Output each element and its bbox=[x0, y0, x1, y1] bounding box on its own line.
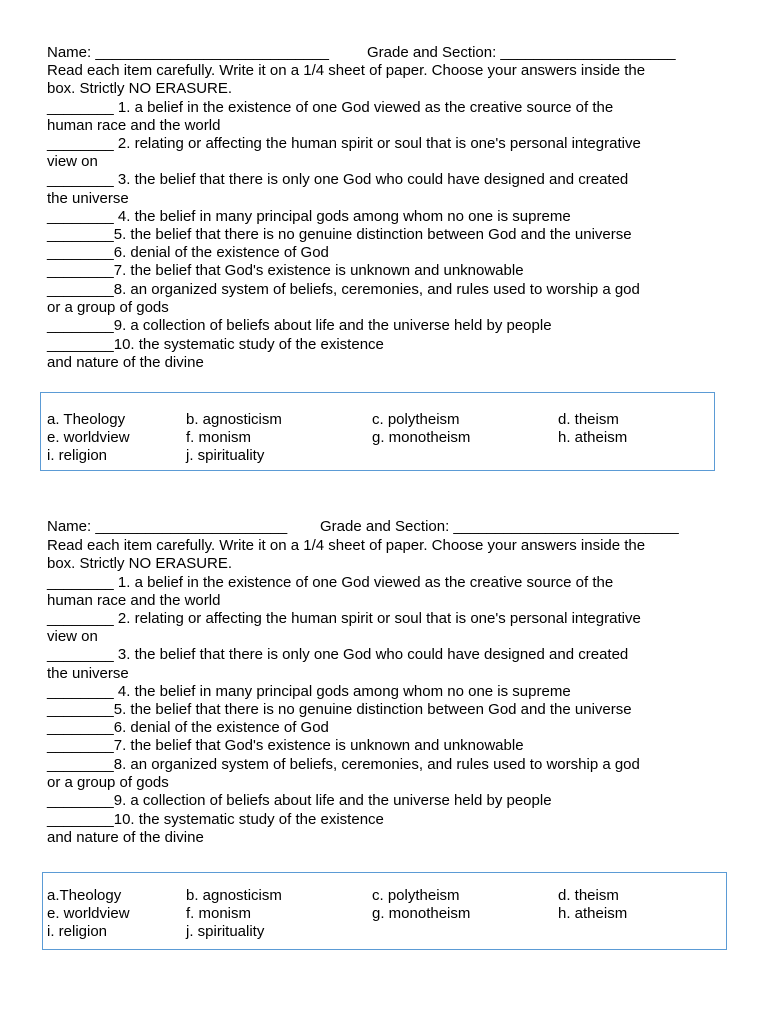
question-line: ________ 1. a belief in the existence of one God viewed as the creative source of the bbox=[47, 99, 614, 116]
choice-item: c. polytheism bbox=[372, 411, 460, 428]
choice-item: h. atheism bbox=[558, 905, 628, 922]
choice-item: b. agnosticism bbox=[186, 411, 282, 428]
choice-item: i. religion bbox=[47, 923, 108, 940]
question-line: ________6. denial of the existence of God bbox=[47, 719, 329, 736]
question-line: or a group of gods bbox=[47, 774, 169, 791]
choice-item: j. spirituality bbox=[186, 447, 265, 464]
choice-item: g. monotheism bbox=[372, 905, 471, 922]
question-line: ________ 3. the belief that there is only one God who could have designed and created bbox=[47, 171, 629, 188]
question-line: the universe bbox=[47, 190, 129, 207]
question-line: ________7. the belief that God's existence is unknown and unknowable bbox=[47, 262, 524, 279]
question-line: ________7. the belief that God's existence is unknown and unknowable bbox=[47, 737, 524, 754]
choice-item: f. monism bbox=[186, 429, 252, 446]
question-line: ________5. the belief that there is no genuine distinction between God and the universe bbox=[47, 701, 632, 718]
question-line: ________10. the systematic study of the existence bbox=[47, 336, 384, 353]
choice-item: h. atheism bbox=[558, 429, 628, 446]
instructions-line: Read each item carefully. Write it on a 1/4 sheet of paper. Choose your answers inside the bbox=[47, 537, 646, 554]
question-line: human race and the world bbox=[47, 592, 221, 609]
question-line: ________ 1. a belief in the existence of one God viewed as the creative source of the bbox=[47, 574, 614, 591]
question-line: ________8. an organized system of beliefs, ceremonies, and rules used to worship a god bbox=[47, 281, 640, 298]
question-line: human race and the world bbox=[47, 117, 221, 134]
instructions-line: box. Strictly NO ERASURE. bbox=[47, 80, 233, 97]
question-line: and nature of the divine bbox=[47, 354, 204, 371]
question-line: ________ 4. the belief in many principal gods among whom no one is supreme bbox=[47, 683, 571, 700]
choice-item: a. Theology bbox=[47, 411, 126, 428]
answer-choices-box bbox=[42, 872, 727, 950]
choice-item: i. religion bbox=[47, 447, 108, 464]
question-line: view on bbox=[47, 153, 98, 170]
choice-item: g. monotheism bbox=[372, 429, 471, 446]
question-line: ________9. a collection of beliefs about life and the universe held by people bbox=[47, 317, 552, 334]
question-line: ________ 2. relating or affecting the human spirit or soul that is one's personal integrative bbox=[47, 610, 641, 627]
choice-item: e. worldview bbox=[47, 429, 130, 446]
question-line: ________10. the systematic study of the existence bbox=[47, 811, 384, 828]
choice-item: a.Theology bbox=[47, 887, 122, 904]
question-line: ________8. an organized system of beliefs, ceremonies, and rules used to worship a god bbox=[47, 756, 640, 773]
choice-item: e. worldview bbox=[47, 905, 130, 922]
instructions-line: Read each item carefully. Write it on a 1/4 sheet of paper. Choose your answers inside the bbox=[47, 62, 646, 79]
choice-item: c. polytheism bbox=[372, 887, 460, 904]
question-line: ________ 2. relating or affecting the human spirit or soul that is one's personal integrative bbox=[47, 135, 641, 152]
question-line: ________ 4. the belief in many principal gods among whom no one is supreme bbox=[47, 208, 571, 225]
choice-item: f. monism bbox=[186, 905, 252, 922]
choice-item: d. theism bbox=[558, 411, 619, 428]
question-line: ________ 3. the belief that there is only one God who could have designed and created bbox=[47, 646, 629, 663]
name-field-label: Name: ____________________________ bbox=[47, 44, 329, 61]
name-field-label: Name: _______________________ bbox=[47, 518, 288, 535]
instructions-line: box. Strictly NO ERASURE. bbox=[47, 555, 233, 572]
choice-item: b. agnosticism bbox=[186, 887, 282, 904]
question-line: ________5. the belief that there is no genuine distinction between God and the universe bbox=[47, 226, 632, 243]
grade-section-field-label: Grade and Section: ___________________________ bbox=[320, 518, 679, 535]
choice-item: j. spirituality bbox=[186, 923, 265, 940]
question-line: ________9. a collection of beliefs about life and the universe held by people bbox=[47, 792, 552, 809]
choice-item: d. theism bbox=[558, 887, 619, 904]
question-line: and nature of the divine bbox=[47, 829, 204, 846]
grade-section-field-label: Grade and Section: _____________________ bbox=[367, 44, 676, 61]
question-line: or a group of gods bbox=[47, 299, 169, 316]
question-line: view on bbox=[47, 628, 98, 645]
question-line: the universe bbox=[47, 665, 129, 682]
question-line: ________6. denial of the existence of God bbox=[47, 244, 329, 261]
answer-choices-box bbox=[40, 392, 715, 471]
